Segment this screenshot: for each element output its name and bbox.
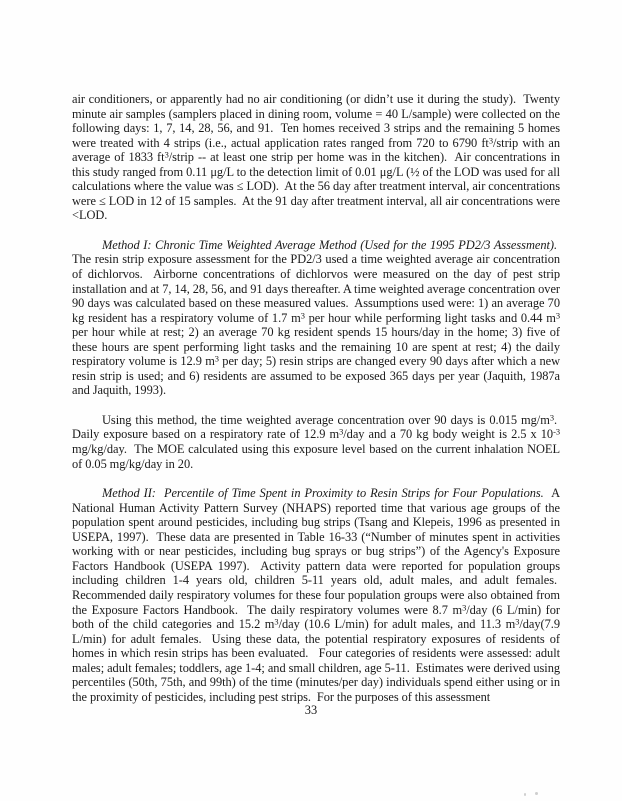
paragraph-using-this-method: Using this method, the time weighted average concentration over 90 days is 0.015 $mg/m^3$. Daily exposure based on a respiratory rate of 12.9 $m^3$/day and a 70 kg body weight is 2.5 x $10^{-3}$ mg/kg/day. The MOE calculated using this exposure level based on the current inhalation NOEL of 0.05 mg/kg/day in 20. xyxy=(72,412,560,471)
heading-method-two: Method II: Percentile of Time Spent in Proximity to Resin Strips for Four Populations. xyxy=(102,486,544,501)
page-number: 33 xyxy=(304,703,318,717)
paragraph-air-conditioners: air conditioners, or apparently had no air conditioning (or didn’t use it during the study). Twenty minute air samples (samplers placed in dining room, volume = 40 L/sample) were collected on the following days: 1, 7, 14, 28, 56, and 91. Ten homes received 3 strips and the remaining 5 homes were treated with 4 strips (i.e., actual application rates ranged from 720 to 6790 $ft^3$/strip with an average of 1833 $ft^3$/strip -- at least one strip per home was in the kitchen). Air concentrations in this study ranged from 0.11 μg/L to the detection limit of 0.01 μg/L (½ of the LOD was used for all calculations where the value was ≤ LOD). At the 56 day after treatment interval, air concentrations were ≤ LOD in 12 of 15 samples. At the 91 day after treatment interval, all air concentrations were <LOD. xyxy=(72,92,561,223)
page-body-text xyxy=(72,92,560,719)
paragraph-method-one: Method I: Chronic Time Weighted Average Method (Used for the 1995 PD2/3 Assessment). The resin strip exposure assessment for the PD2/3 used a time weighted average air concentration of dichlorvos. Airborne concentrations of dichlorvos were measured on the day of pest strip installation and at 7, 14, 28, 56, and 91 days thereafter. A time weighted average concentration over 90 days was calculated based on these measured values. Assumptions used were: 1) an average 70 kg resident has a respiratory volume of 1.7 $m^3$ per hour while performing light tasks and 0.44 $m^3$ per hour while at rest; 2) an average 70 kg resident spends 15 hours/day in the home; 3) five of these hours are spent performing light tasks and the remaining 10 are spent at rest; 4) the daily respiratory volume is 12.9 $m^3$ per day; 5) resin strips are changed every 90 days after which a new resin strip is used; and 6) residents are assumed to be exposed 365 days per year (Jaquith, 1987a and Jaquith, 1993). xyxy=(72,237,560,398)
scan-artifact-speck xyxy=(524,793,526,796)
scan-artifact-speck xyxy=(535,792,538,795)
heading-method-one: Method I: Chronic Time Weighted Average Method (Used for the 1995 PD2/3 Assessment). xyxy=(102,237,558,252)
paragraph-method-two: Method II: Percentile of Time Spent in Proximity to Resin Strips for Four Populations. A National Human Activity Pattern Survey (NHAPS) reported time that various age groups of the population spent around pesticides, including bug strips (Tsang and Klepeis, 1996 as presented in USEPA, 1997). These data are presented in Table 16-33 (“Number of minutes spent in activities working with or near pesticides, including bug sprays or bug strips”) of the Agency's Exposure Factors Handbook (USEPA 1997). Activity pattern data were reported for population groups including children 1-4 years old, children 5-11 years old, adult males, and adult females. Recommended daily respiratory volumes for these four population groups were also obtained from the Exposure Factors Handbook. The daily respiratory volumes were 8.7 $m^3$/day (6 L/min) for both of the child categories and 15.2 $m^3$/day (10.6 L/min) for adult males, and 11.3 $m^3/day(7.9$ L/min) for adult females. Using these data, the potential respiratory exposures of residents of homes in which resin strips has been evaluated. Four categories of residents were assessed: adult males; adult females; toddlers, age 1-4; and small children, age 5-11. Estimates were derived using percentiles (50th, 75th, and 99th) of the time (minutes/per day) individuals spend either using or in the proximity of pesticides, including pest strips. For the purposes of this assessment xyxy=(72,486,560,704)
